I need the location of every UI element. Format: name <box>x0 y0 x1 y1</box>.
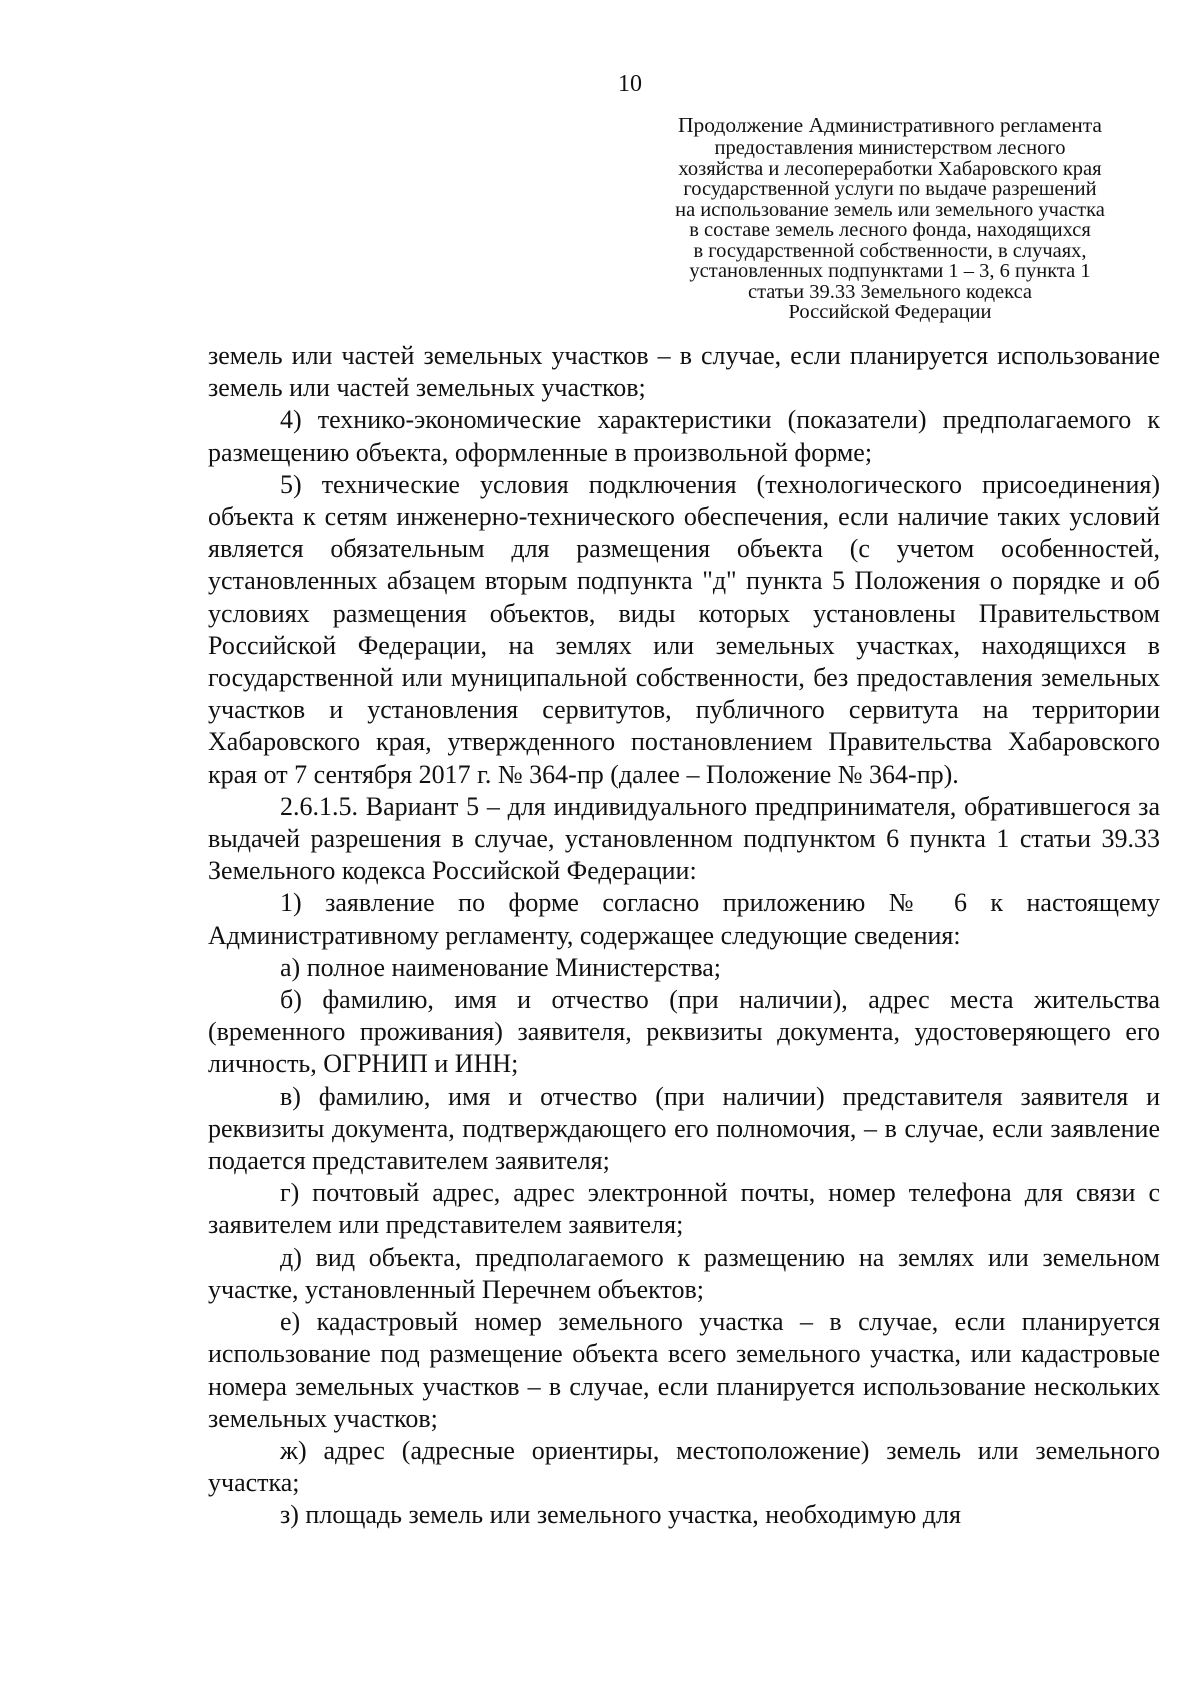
paragraph-item-a: а) полное наименование Министерства; <box>280 952 722 982</box>
paragraph-variant-5: 2.6.1.5. Вариант 5 – для индивидуального предпринимателя, обратившегося за выдачей разрешения в случае, установленном подпунктом 6 пункта 1 статьи 39.33 Земельного кодекса Российской Федерации: <box>208 791 1160 886</box>
header-line: в составе земель лесного фонда, находящихся <box>689 219 1091 241</box>
header-line: в государственной собственности, в случаях, <box>693 239 1087 262</box>
header-line: статьи 39.33 Земельного кодекса <box>747 280 1033 303</box>
paragraph-item-g: г) почтовый адрес, адрес электронной почты, номер телефона для связи с заявителем или представителем заявителя; <box>208 1178 1160 1240</box>
header-line: предоставления министерством лесного <box>714 137 1066 159</box>
paragraph-item-z: з) площадь земель или земельного участка, необходимую для <box>280 1500 961 1530</box>
paragraph-item-zh: ж) адрес (адресные ориентиры, местоположение) земель или земельного участка; <box>208 1435 1160 1498</box>
header-line: Российской Федерации <box>788 301 992 323</box>
paragraph-item-b: б) фамилию, имя и отчество (при наличии), адрес места жительства (временного проживания) заявителя, реквизиты документа, удостоверяющего его личность, ОГРНИП и ИНН; <box>208 985 1160 1079</box>
document-body <box>208 340 1160 1532</box>
paragraph-item-d: д) вид объекта, предполагаемого к размещению на землях или земельном участке, установленный Перечнем объектов; <box>208 1242 1160 1304</box>
header-line: хозяйства и лесопереработки Хабаровского края <box>678 157 1102 180</box>
paragraph-item-v: в) фамилию, имя и отчество (при наличии) представителя заявителя и реквизиты документа, подтверждающего его полномочия, – в случае, если заявление подается представителем заявителя; <box>208 1081 1160 1176</box>
header-line: установленных подпунктами 1 – 3, 6 пункта 1 <box>689 260 1091 282</box>
paragraph-item-e: е) кадастровый номер земельного участка – в случае, если планируется использование под размещение объекта всего земельного участка, или кадастровые номера земельных участков – в случае, если планируется использование нескольких земельных участков; <box>208 1307 1160 1433</box>
header-line: на использование земель или земельного участка <box>675 198 1105 221</box>
paragraph-continuation: земель или частей земельных участков – в случае, если планируется использование земель или частей земельных участков; <box>208 341 1160 403</box>
header-line: государственной услуги по выдаче разрешений <box>683 178 1097 200</box>
paragraph-item-4: 4) технико-экономические характеристики (показатели) предполагаемого к размещению объекта, оформленные в произвольной форме; <box>208 405 1160 467</box>
paragraph-item-1: 1) заявление по форме согласно приложению № 6 к настоящему Административному регламенту, содержащее следующие сведения: <box>208 888 1160 950</box>
document-header <box>640 112 1140 323</box>
page-number: 10 <box>618 71 642 97</box>
paragraph-item-5: 5) технические условия подключения (технологического присоединения) объекта к сетям инженерно-технического обеспечения, если наличие таких условий является обязательным для размещения объекта (с учетом особенностей, установленных абзацем вторым подпункта "д" пункта 5 Положения о порядке и об условиях размещения объектов, виды которых установлены Правительством Российской Федерации, на землях или земельных участках, находящихся в государственной или муниципальной собственности, без предоставления земельных участков и установления сервитутов, публичного сервитута на территории Хабаровского края, утвержденного постановлением Правительства Хабаровского края от 7 сентября 2017 г. № 364-пр (далее – Положение № 364-пр). <box>208 469 1160 789</box>
header-line: Продолжение Административного регламента <box>678 113 1102 137</box>
